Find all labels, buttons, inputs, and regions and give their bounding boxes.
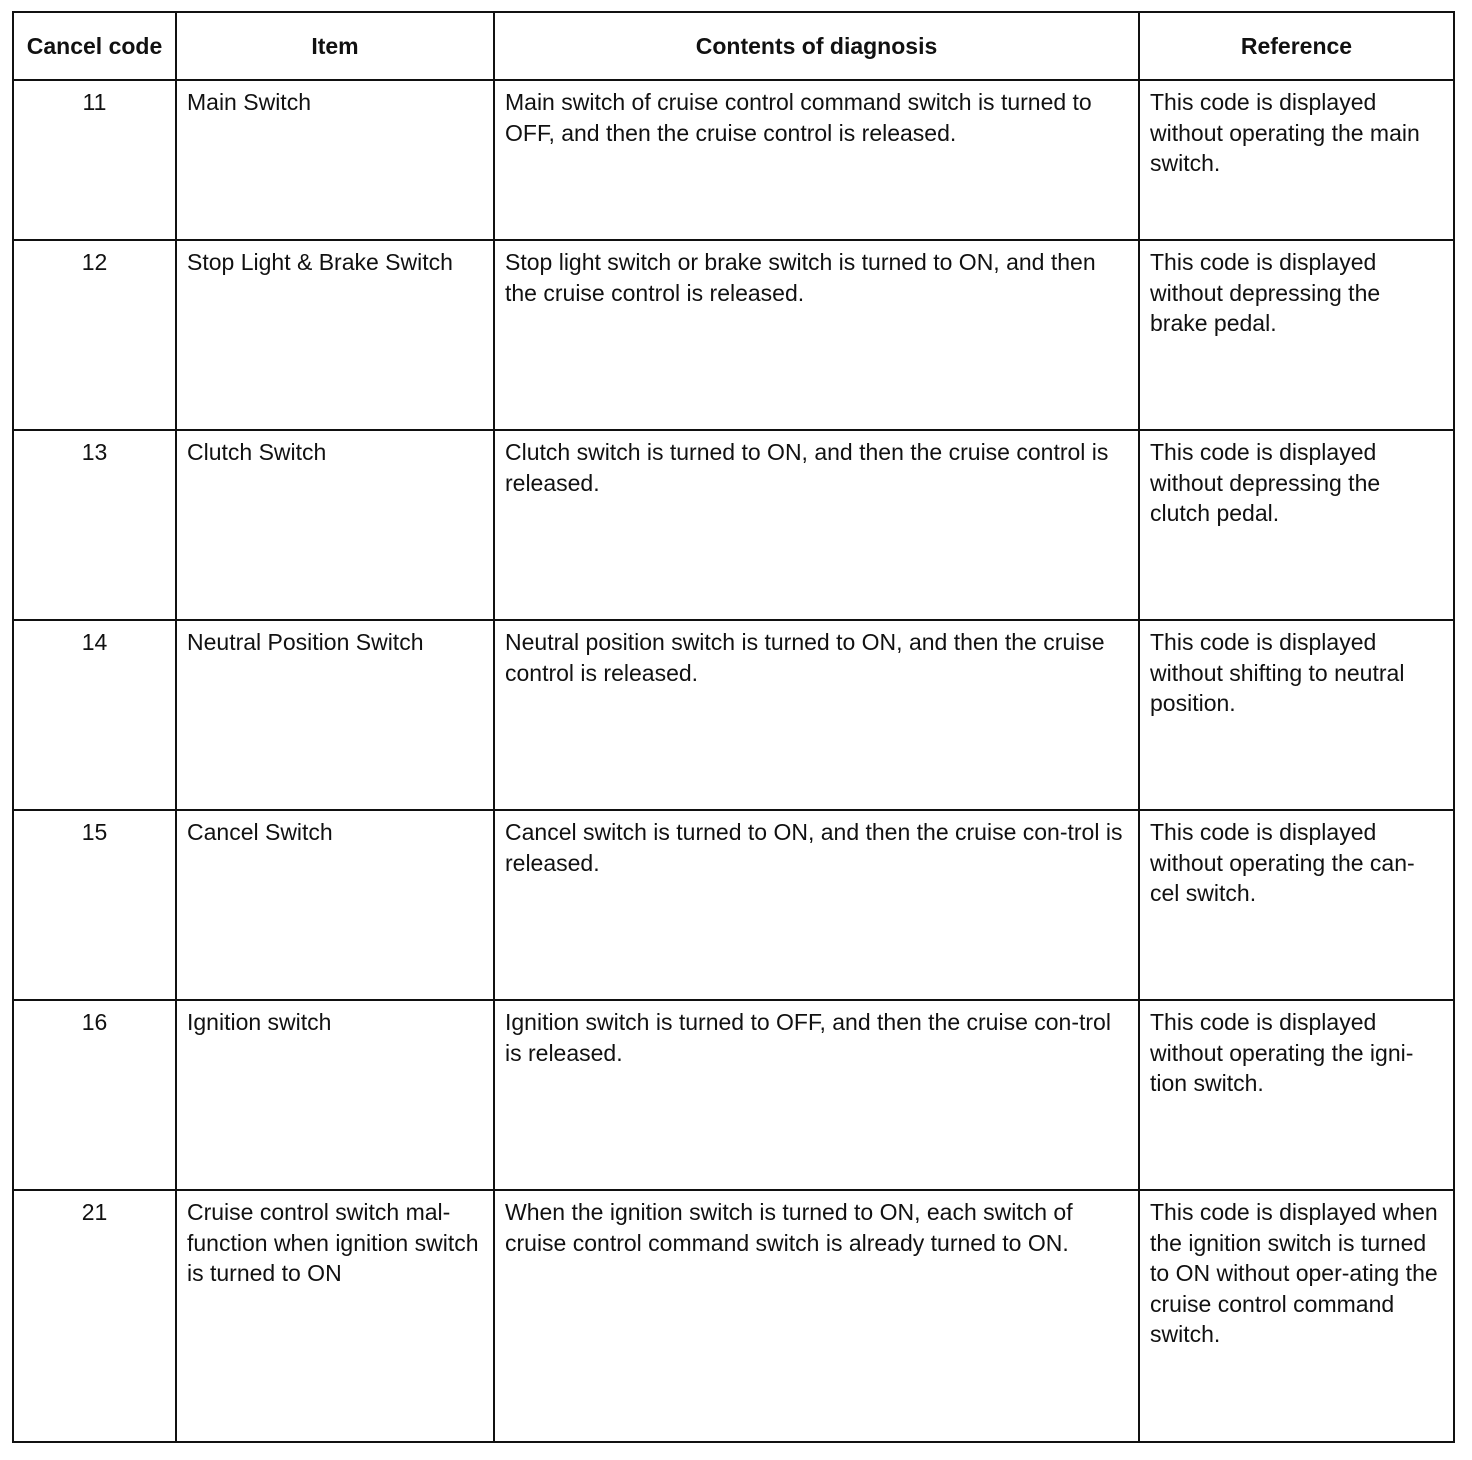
- reference-cell: This code is displayed without depressing the brake pedal.: [1139, 240, 1454, 430]
- table-header: [13, 12, 1454, 80]
- item-cell: Cancel Switch: [176, 810, 494, 1000]
- header-cancel-code: Cancel code: [13, 12, 176, 80]
- reference-cell: This code is displayed when the ignition switch is turned to ON without oper-ating the cruise control command switch.: [1139, 1190, 1454, 1442]
- item-cell: Cruise control switch mal-function when ignition switch is turned to ON: [176, 1190, 494, 1442]
- cancel-code-cell: 16: [13, 1000, 176, 1190]
- table-row: [13, 80, 1454, 240]
- table-row: [13, 620, 1454, 810]
- diagnosis-cell: Main switch of cruise control command switch is turned to OFF, and then the cruise control is released.: [494, 80, 1139, 240]
- table-body: [13, 80, 1454, 1442]
- item-cell: Main Switch: [176, 80, 494, 240]
- reference-cell: This code is displayed without shifting to neutral position.: [1139, 620, 1454, 810]
- table-row: [13, 430, 1454, 620]
- table-row: [13, 1000, 1454, 1190]
- header-row: [13, 12, 1454, 80]
- reference-cell: This code is displayed without operating the can-cel switch.: [1139, 810, 1454, 1000]
- table-row: [13, 1190, 1454, 1442]
- cancel-code-cell: 15: [13, 810, 176, 1000]
- header-reference: Reference: [1139, 12, 1454, 80]
- header-contents-of-diagnosis: Contents of diagnosis: [494, 12, 1139, 80]
- cancel-code-cell: 13: [13, 430, 176, 620]
- reference-cell: This code is displayed without operating the main switch.: [1139, 80, 1454, 240]
- diagnosis-cell: Ignition switch is turned to OFF, and then the cruise con-trol is released.: [494, 1000, 1139, 1190]
- cancel-code-cell: 21: [13, 1190, 176, 1442]
- reference-cell: This code is displayed without operating the igni-tion switch.: [1139, 1000, 1454, 1190]
- cancel-code-table: [12, 11, 1455, 1443]
- item-cell: Neutral Position Switch: [176, 620, 494, 810]
- table-row: [13, 810, 1454, 1000]
- reference-cell: This code is displayed without depressing the clutch pedal.: [1139, 430, 1454, 620]
- cancel-code-cell: 12: [13, 240, 176, 430]
- diagnosis-cell: When the ignition switch is turned to ON, each switch of cruise control command switch is already turned to ON.: [494, 1190, 1139, 1442]
- header-item: Item: [176, 12, 494, 80]
- diagnosis-cell: Neutral position switch is turned to ON, and then the cruise control is released.: [494, 620, 1139, 810]
- diagnosis-cell: Clutch switch is turned to ON, and then the cruise control is released.: [494, 430, 1139, 620]
- diagnosis-cell: Stop light switch or brake switch is turned to ON, and then the cruise control is released.: [494, 240, 1139, 430]
- item-cell: Ignition switch: [176, 1000, 494, 1190]
- table-row: [13, 240, 1454, 430]
- cancel-code-cell: 11: [13, 80, 176, 240]
- diagnosis-cell: Cancel switch is turned to ON, and then the cruise con-trol is released.: [494, 810, 1139, 1000]
- item-cell: Stop Light & Brake Switch: [176, 240, 494, 430]
- item-cell: Clutch Switch: [176, 430, 494, 620]
- cancel-code-cell: 14: [13, 620, 176, 810]
